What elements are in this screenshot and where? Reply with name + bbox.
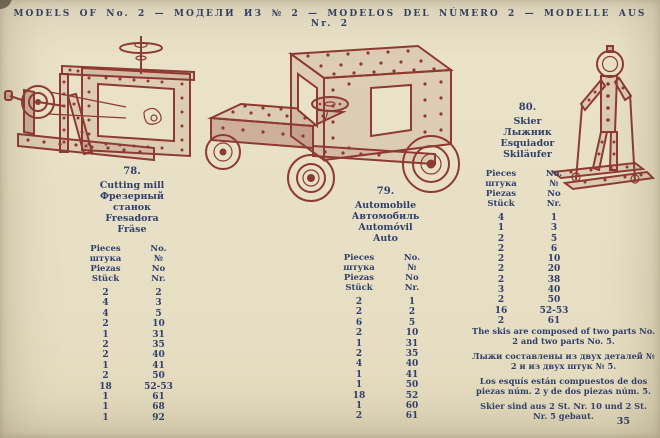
parts-row-cell: 35 <box>152 340 165 351</box>
table-header-row-cell: Piezas <box>343 273 375 283</box>
parts-row <box>475 275 581 285</box>
photo-corner-mark <box>0 0 12 9</box>
parts-row-cell: 61 <box>547 315 561 326</box>
model-name-line: Esquiador <box>500 138 555 149</box>
table-header-row-cell: Pieces <box>343 253 375 263</box>
parts-row-cell: 1 <box>497 223 505 234</box>
ski-notes <box>472 326 655 426</box>
parts-row-cell: 4 <box>497 213 505 223</box>
parts-row-cell: 1 <box>355 338 363 349</box>
parts-row-cell: 41 <box>152 360 165 371</box>
table-header-row-cell: штука <box>485 179 517 189</box>
parts-row-cell: 35 <box>405 349 419 360</box>
table-header-row-cell: No <box>151 264 166 274</box>
parts-row-cell: 40 <box>152 350 165 361</box>
parts-row-cell: 50 <box>405 380 419 391</box>
table-header-row-cell: штука <box>343 263 375 273</box>
table-header-row <box>79 244 185 254</box>
parts-row-cell: 31 <box>405 338 419 349</box>
parts-row-cell: 2 <box>497 295 505 306</box>
parts-table <box>79 288 185 423</box>
parts-row <box>79 392 185 402</box>
parts-row <box>333 370 439 380</box>
parts-row-cell: 10 <box>152 319 165 330</box>
parts-row-cell: 1 <box>355 401 363 412</box>
parts-row-cell: 2 <box>497 233 505 244</box>
parts-row-cell: 41 <box>405 369 419 380</box>
parts-row-cell: 52-53 <box>539 305 569 316</box>
table-header-row <box>333 283 439 293</box>
parts-row <box>475 234 581 244</box>
parts-row <box>79 350 185 360</box>
table-header-row-cell: Pieces <box>485 169 517 179</box>
table-header-row <box>475 189 581 199</box>
parts-row-cell: 6 <box>355 317 363 328</box>
parts-row-cell: 68 <box>152 402 165 413</box>
parts-row <box>79 288 185 298</box>
model-name-line: Automobile <box>354 200 417 211</box>
parts-row <box>475 285 581 295</box>
table-header-row-cell: Stück <box>345 283 373 293</box>
table-header-row-cell: Nr. <box>546 199 562 209</box>
parts-row-cell: 2 <box>355 349 363 360</box>
parts-row-cell: 4 <box>355 359 363 370</box>
table-header-row-cell: № <box>407 263 417 273</box>
table-header-row <box>79 264 185 274</box>
table-header-row <box>333 263 439 273</box>
model-name-line: Fräse <box>117 224 147 235</box>
parts-row <box>333 328 439 338</box>
parts-table <box>475 213 581 326</box>
table-header-row <box>79 274 185 284</box>
table-header-row <box>333 253 439 263</box>
table-header-row <box>79 254 185 264</box>
parts-row-cell: 1 <box>102 392 109 403</box>
parts-row-cell: 1 <box>102 329 109 340</box>
note-paragraph: The skis are composed of two parts No. 2 and two parts No. 5. <box>472 326 655 346</box>
parts-row <box>475 223 581 233</box>
parts-table <box>333 297 439 422</box>
parts-row-cell: 20 <box>547 264 561 275</box>
model-number: 78. <box>123 166 141 177</box>
model-names <box>52 180 212 235</box>
model-80-section <box>455 102 600 326</box>
parts-row-cell: 61 <box>152 392 165 403</box>
table-header-row-cell: No <box>547 189 561 199</box>
parts-row-cell: 10 <box>547 254 561 265</box>
model-name-line: Automóvil <box>358 222 413 233</box>
parts-row <box>79 298 185 308</box>
parts-row-cell: 3 <box>497 285 505 296</box>
parts-row-cell: 6 <box>550 243 558 254</box>
parts-row-cell: 61 <box>405 411 419 422</box>
parts-row-cell: 1 <box>408 297 416 307</box>
parts-row-cell: 1 <box>102 412 109 423</box>
table-header-row-cell: Piezas <box>485 189 517 199</box>
table-header-row-cell: Stück <box>91 274 120 284</box>
parts-row-cell: 5 <box>408 317 416 328</box>
parts-row-cell: 2 <box>102 350 109 361</box>
parts-row-cell: 31 <box>152 329 165 340</box>
parts-row-cell: 2 <box>155 288 162 298</box>
parts-row <box>333 391 439 401</box>
parts-row-cell: 2 <box>102 371 109 382</box>
parts-row-cell: 5 <box>155 308 162 319</box>
parts-row-cell: 3 <box>155 298 162 309</box>
parts-row-cell: 18 <box>99 381 112 392</box>
parts-row-cell: 16 <box>494 305 508 316</box>
note-paragraph: Los esquís están compuestos de dos piezas núm. 2 y de dos piezas núm. 5. <box>476 376 651 396</box>
parts-row-cell: 5 <box>550 233 558 244</box>
cutting-mill-illustration <box>4 34 204 174</box>
table-header-row <box>475 169 581 179</box>
model-name-line: Skiläufer <box>503 149 552 160</box>
parts-row <box>79 382 185 392</box>
parts-row-cell: 50 <box>152 371 165 382</box>
table-header-row-cell: No. <box>545 169 563 179</box>
parts-row-cell: 1 <box>355 380 363 391</box>
model-name-line: Fresadora <box>105 213 159 224</box>
parts-row <box>475 316 581 326</box>
parts-row-cell: 1 <box>355 369 363 380</box>
table-header-row-cell: Piezas <box>90 264 121 274</box>
parts-row <box>333 339 439 349</box>
parts-row <box>79 309 185 319</box>
parts-row-cell: 52-53 <box>144 381 173 392</box>
parts-row <box>79 402 185 412</box>
parts-row-cell: 2 <box>102 319 109 330</box>
parts-row <box>333 318 439 328</box>
parts-row <box>475 264 581 274</box>
model-names <box>455 116 600 160</box>
table-header-row-cell: Nr. <box>404 283 420 293</box>
table-header-row <box>475 199 581 209</box>
model-name-line: Skier <box>513 116 542 127</box>
parts-row <box>79 340 185 350</box>
note-paragraph: Лыжи составлены из двух деталей № 2 и из двух штук № 5. <box>472 351 655 371</box>
model-name-line: Лыжник <box>503 127 552 138</box>
parts-row-cell: 1 <box>102 402 109 413</box>
parts-row <box>475 244 581 254</box>
parts-row-cell: 2 <box>355 307 363 318</box>
parts-row <box>79 361 185 371</box>
parts-row-cell: 1 <box>102 360 109 371</box>
parts-row <box>79 319 185 329</box>
parts-row-cell: 92 <box>152 412 165 423</box>
page-header: MODELS OF No. 2 — МОДЕЛИ ИЗ № 2 — MODELOS DEL NÚMERO 2 — MODELLE AUS Nr. 2 <box>13 9 647 29</box>
parts-row <box>333 297 439 307</box>
table-header-row-cell: No. <box>150 244 167 254</box>
table-header-row-cell: No <box>405 273 419 283</box>
parts-row <box>333 401 439 411</box>
model-name-line: Cutting mill <box>99 180 165 191</box>
model-number: 79. <box>376 186 395 197</box>
parts-row-cell: 2 <box>408 307 416 318</box>
parts-row <box>333 359 439 369</box>
parts-row-cell: 2 <box>497 254 505 265</box>
parts-table-header <box>79 244 185 284</box>
parts-row <box>475 306 581 316</box>
page-number: 35 <box>616 416 630 427</box>
parts-row-cell: 4 <box>102 298 109 309</box>
model-names <box>308 200 463 244</box>
parts-row-cell: 2 <box>497 274 505 285</box>
model-79-section <box>308 186 463 422</box>
parts-row-cell: 2 <box>497 243 505 254</box>
parts-row-cell: 2 <box>355 328 363 339</box>
table-header-row-cell: No. <box>403 253 421 263</box>
parts-row-cell: 40 <box>547 285 561 296</box>
parts-row-cell: 2 <box>102 288 109 298</box>
parts-row-cell: 2 <box>102 340 109 351</box>
parts-row-cell: 52 <box>405 390 419 401</box>
parts-row <box>79 413 185 423</box>
parts-row-cell: 38 <box>547 274 561 285</box>
parts-row <box>475 295 581 305</box>
table-header-row-cell: штука <box>89 254 122 264</box>
parts-row-cell: 40 <box>405 359 419 370</box>
model-number: 80. <box>518 102 537 113</box>
parts-row-cell: 1 <box>550 213 558 223</box>
parts-row-cell: 4 <box>102 308 109 319</box>
parts-row-cell: 3 <box>550 223 558 234</box>
parts-row <box>475 254 581 264</box>
table-header-row-cell: Nr. <box>151 274 166 284</box>
parts-row <box>333 307 439 317</box>
parts-table-header <box>475 169 581 209</box>
parts-row <box>79 371 185 381</box>
parts-row-cell: 18 <box>352 390 366 401</box>
table-header-row <box>333 273 439 283</box>
parts-row-cell: 2 <box>355 297 363 307</box>
model-name-line: Автомобиль <box>351 211 420 222</box>
parts-row <box>79 330 185 340</box>
parts-row-cell: 50 <box>547 295 561 306</box>
parts-row <box>475 213 581 223</box>
parts-table-header <box>333 253 439 293</box>
parts-row-cell: 2 <box>497 264 505 275</box>
parts-row <box>333 380 439 390</box>
model-78-section <box>52 166 212 423</box>
table-header-row-cell: № <box>153 254 164 264</box>
table-header-row-cell: Stück <box>487 199 515 209</box>
table-header-row-cell: Pieces <box>90 244 121 254</box>
model-name-line: станок <box>113 202 151 213</box>
parts-row-cell: 2 <box>355 411 363 422</box>
parts-row-cell: 60 <box>405 401 419 412</box>
table-header-row <box>475 179 581 189</box>
parts-row <box>333 349 439 359</box>
model-name-line: Фрезерный <box>100 191 164 202</box>
table-header-row-cell: № <box>549 179 559 189</box>
parts-row-cell: 2 <box>497 315 505 326</box>
model-name-line: Auto <box>372 233 398 244</box>
note-paragraph: Skier sind aus 2 St. Nr. 10 und 2 St. Nr. 5 gebaut. <box>480 401 647 421</box>
parts-row-cell: 10 <box>405 328 419 339</box>
parts-row <box>333 411 439 421</box>
